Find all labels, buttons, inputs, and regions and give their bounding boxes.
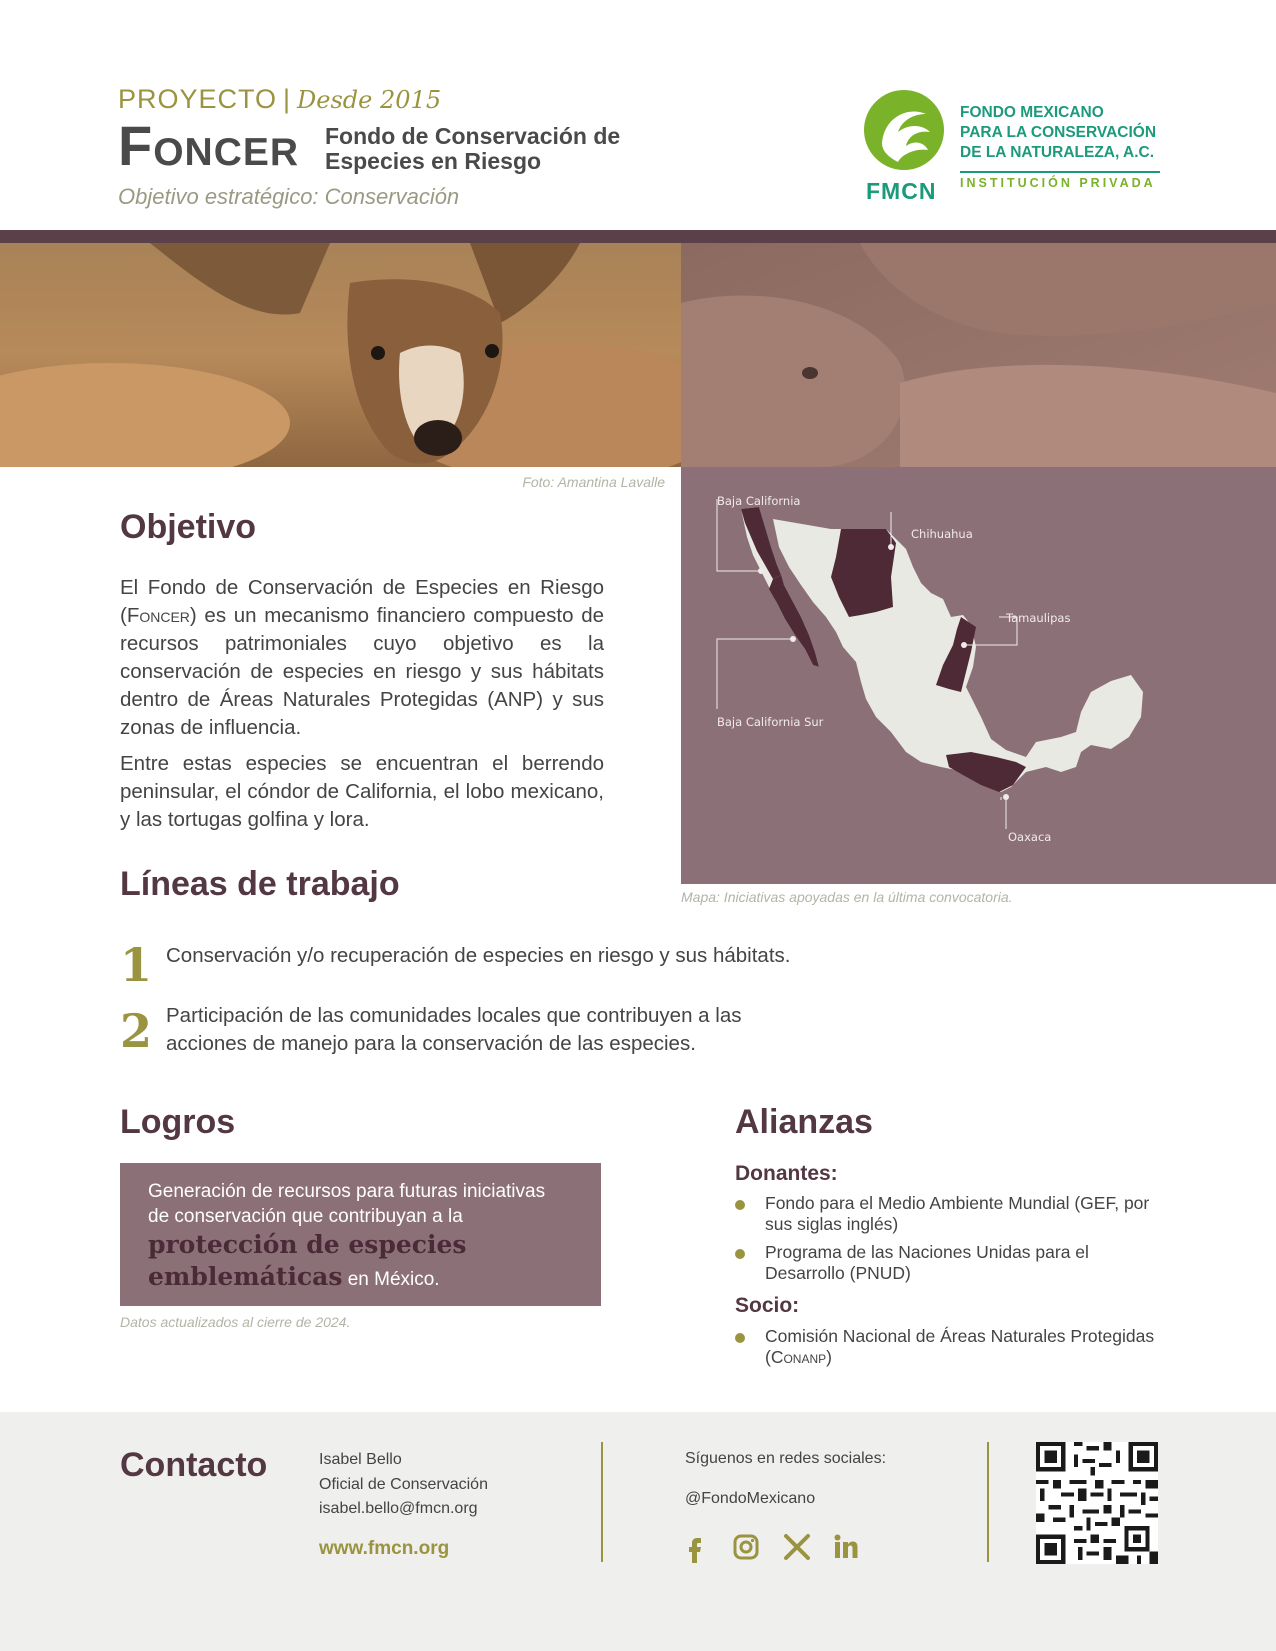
- objetivo-title: Objetivo: [120, 508, 257, 546]
- label-chihuahua: Chihuahua: [911, 527, 973, 541]
- photo-top-bar: [0, 230, 1276, 243]
- project-fullname: [325, 124, 655, 174]
- instagram-icon[interactable]: [729, 1530, 763, 1564]
- contact-role: Oficial de Conservación: [319, 1475, 488, 1493]
- logros-note: Datos actualizados al cierre de 2024.: [120, 1314, 351, 1330]
- donante-1-line2: sus siglas inglés): [765, 1214, 899, 1234]
- logros-tail: en México.: [342, 1269, 440, 1290]
- separator: |: [283, 84, 292, 114]
- donante-2-line1: Programa de las Naciones Unidas para el: [765, 1242, 1089, 1262]
- social-title: Síguenos en redes sociales:: [685, 1450, 887, 1467]
- label-oaxaca: Oaxaca: [1008, 830, 1052, 844]
- donante-1-line1: Fondo para el Medio Ambiente Mundial (GEF, por: [765, 1193, 1150, 1213]
- fmcn-name: [960, 103, 1170, 163]
- project-acronym: Foncer: [118, 114, 300, 177]
- footer-divider: [601, 1442, 603, 1562]
- objetivo-p1-b: ) es un mecanismo financiero compuesto de recursos patrimoniales cuyo objetivo es la conservación de especies en riesgo y sus hábitats dentro de Áreas Naturales Protegidas (ANP) y sus zonas de influencia.: [120, 604, 604, 739]
- qr-code-icon[interactable]: [1036, 1442, 1158, 1564]
- fmcn-logo: [862, 88, 1162, 208]
- label-baja-california: Baja California: [717, 494, 801, 508]
- x-icon[interactable]: [780, 1530, 814, 1564]
- photo-credit: Foto: Amantina Lavalle: [522, 474, 665, 490]
- website-link[interactable]: www.fmcn.org: [319, 1538, 450, 1559]
- socio-acronym: Conanp: [770, 1347, 827, 1367]
- logros-emphasis1: protección de especies: [148, 1230, 467, 1259]
- objetivo-p1-acronym: Foncer: [126, 604, 190, 627]
- socio-line1: Comisión Nacional de Áreas Naturales Protegidas: [765, 1326, 1155, 1346]
- donantes-title: Donantes:: [735, 1162, 838, 1185]
- bullet-dot: [735, 1200, 745, 1210]
- strategic-objective: Objetivo estratégico: Conservación: [118, 184, 460, 209]
- linea-number-1: 1: [120, 938, 153, 992]
- project-label: [118, 84, 441, 115]
- fmcn-name-line3: DE LA NATURALEZA, A.C.: [960, 144, 1155, 161]
- bullet-dot: [735, 1249, 745, 1259]
- facebook-icon[interactable]: [678, 1530, 712, 1564]
- label-tamaulipas: Tamaulipas: [1006, 611, 1071, 625]
- alianzas-title: Alianzas: [735, 1103, 873, 1141]
- logros-emphasis2: emblemáticas: [148, 1262, 343, 1291]
- footer-divider: [987, 1442, 989, 1562]
- logros-title: Logros: [120, 1103, 236, 1141]
- objetivo-paragraph-1: [120, 574, 604, 742]
- objetivo-p1-a: El Fondo de Conservación de Especies en Riesgo (: [120, 576, 604, 627]
- mexico-map: [681, 467, 1276, 884]
- project-header: [118, 84, 738, 214]
- donante-2-text: [765, 1242, 1165, 1284]
- contact-email[interactable]: isabel.bello@fmcn.org: [319, 1500, 478, 1517]
- fmcn-bird-icon: [862, 88, 946, 172]
- socio-text: [765, 1326, 1165, 1368]
- linea-text-1: Conservación y/o recuperación de especies en riesgo y sus hábitats.: [166, 944, 791, 967]
- donante-1-text: [765, 1193, 1165, 1235]
- linea-text-2: [166, 1002, 856, 1058]
- fmcn-tagline: INSTITUCIÓN PRIVADA: [960, 176, 1156, 190]
- linkedin-icon[interactable]: [829, 1530, 863, 1564]
- linea-text-2-line2: acciones de manejo para la conservación de las especies.: [166, 1032, 696, 1055]
- contact-footer: [0, 1412, 1276, 1651]
- logo-divider: [960, 171, 1160, 173]
- linea-number-2: 2: [120, 1004, 153, 1058]
- bullet-dot: [735, 1333, 745, 1343]
- objetivo-paragraph-2: Entre estas especies se encuentran el berrendo peninsular, el cóndor de California, el lobo mexicano, y las tortugas golfina y lora.: [120, 752, 604, 831]
- fullname-line2: Especies en Riesgo: [325, 148, 542, 174]
- contacto-title: Contacto: [120, 1446, 268, 1484]
- donante-2-line2: Desarrollo (PNUD): [765, 1263, 911, 1283]
- since-year: Desde 2015: [297, 86, 442, 114]
- lineas-title: Líneas de trabajo: [120, 865, 400, 903]
- socio-line2-b: ): [826, 1347, 832, 1367]
- contact-info: [319, 1448, 488, 1522]
- map-caption: Mapa: Iniciativas apoyadas en la última convocatoria.: [681, 889, 1013, 905]
- socio-title: Socio:: [735, 1294, 800, 1317]
- logros-box: [120, 1163, 601, 1306]
- label-baja-california-sur: Baja California Sur: [717, 715, 824, 729]
- fmcn-abbr: FMCN: [866, 178, 937, 204]
- pronghorn-photo: [0, 243, 1276, 467]
- fmcn-name-line2: PARA LA CONSERVACIÓN: [960, 124, 1157, 141]
- fullname-line1: Fondo de Conservación de: [325, 123, 621, 149]
- proyecto-word: PROYECTO: [118, 84, 278, 114]
- social-handle: @FondoMexicano: [685, 1490, 816, 1507]
- contact-name: Isabel Bello: [319, 1451, 402, 1468]
- logros-line2: de conservación que contribuyan a la: [148, 1206, 463, 1227]
- socio-line2-a: (: [765, 1347, 771, 1367]
- logros-line1: Generación de recursos para futuras iniciativas: [148, 1181, 546, 1202]
- fmcn-name-line1: FONDO MEXICANO: [960, 104, 1104, 121]
- linea-text-2-line1: Participación de las comunidades locales que contribuyen a las: [166, 1004, 742, 1027]
